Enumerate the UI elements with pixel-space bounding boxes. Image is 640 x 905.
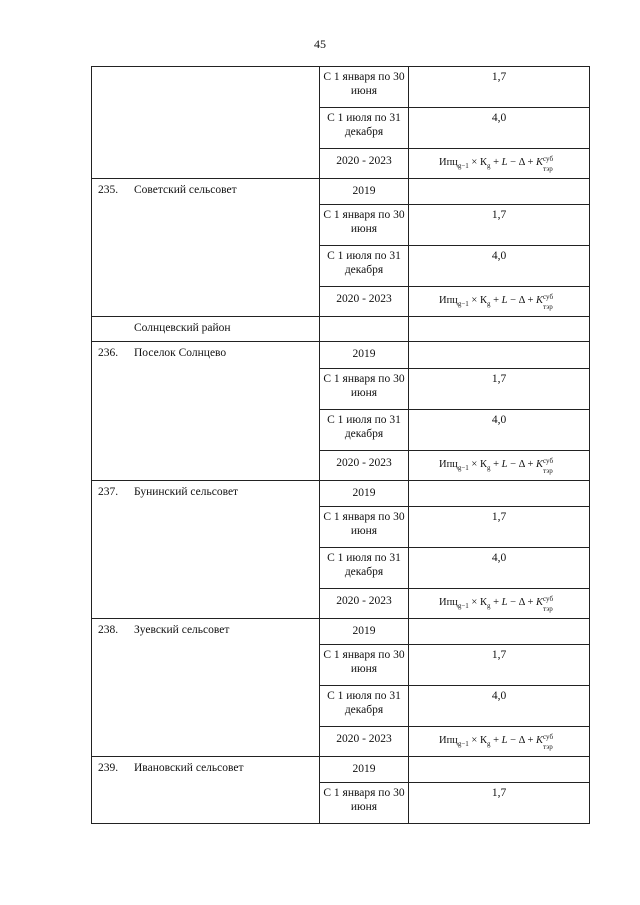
settlement-cell — [92, 481, 320, 619]
value-cell — [409, 757, 590, 783]
period-cell: 2020 - 2023 — [320, 451, 409, 481]
table-row — [92, 619, 590, 645]
value-cell: 1,7 — [409, 783, 590, 824]
period-cell: С 1 января по 30 июня — [320, 645, 409, 686]
period-cell: С 1 июля по 31 декабря — [320, 686, 409, 727]
period-cell: 2019 — [320, 757, 409, 783]
value-cell — [409, 481, 590, 507]
district-name: Солнцевский район — [134, 322, 231, 334]
table-row — [92, 757, 590, 783]
row-number: 239. — [98, 762, 119, 774]
period-cell: 2020 - 2023 — [320, 589, 409, 619]
period-cell: 2020 - 2023 — [320, 149, 409, 179]
period-cell: 2020 - 2023 — [320, 287, 409, 317]
settlement-cell — [92, 619, 320, 757]
settlement-name: Советский сельсовет — [134, 184, 237, 196]
formula-cell — [409, 727, 590, 757]
period-cell: С 1 января по 30 июня — [320, 67, 409, 108]
table-row — [92, 481, 590, 507]
formula-cell — [409, 287, 590, 317]
period-cell: С 1 января по 30 июня — [320, 783, 409, 824]
settlement-name: Зуевский сельсовет — [134, 624, 230, 636]
value-cell: 4,0 — [409, 686, 590, 727]
value-cell — [409, 179, 590, 205]
tariff-formula: $Ипц_{g-1} \times К_g + L - \Delta + K$ суб тэр — [438, 595, 553, 613]
row-number: 238. — [98, 624, 119, 636]
settlement-name: Поселок Солнцево — [134, 347, 227, 359]
formula-cell — [409, 149, 590, 179]
value-cell — [409, 619, 590, 645]
page-number: 45 — [314, 37, 326, 51]
value-cell: 1,7 — [409, 205, 590, 246]
settlement-cell — [92, 67, 320, 179]
period-cell: 2019 — [320, 179, 409, 205]
tariff-formula: $Ипц_{g-1} \times К_g + L - \Delta + K$ суб тэр — [438, 733, 553, 751]
value-cell: 1,7 — [409, 67, 590, 108]
tariff-formula: $Ипц_{g-1} \times К_g + L - \Delta + K$ суб тэр — [438, 457, 553, 475]
value-cell: 1,7 — [409, 369, 590, 410]
row-number: 237. — [98, 486, 119, 498]
table-row — [92, 317, 590, 342]
value-cell — [409, 342, 590, 369]
settlement-cell — [92, 179, 320, 317]
formula-cell — [409, 451, 590, 481]
value-cell: 4,0 — [409, 548, 590, 589]
period-cell: 2019 — [320, 342, 409, 369]
settlement-cell — [92, 757, 320, 824]
period-cell: С 1 июля по 31 декабря — [320, 108, 409, 149]
district-cell — [92, 317, 320, 342]
value-cell: 1,7 — [409, 507, 590, 548]
tariff-formula: $Ипц_{g-1} \times К_g + L - \Delta + K$ суб тэр — [438, 155, 553, 173]
table-row — [92, 342, 590, 369]
settlement-name: Бунинский сельсовет — [134, 486, 239, 498]
value-cell: 1,7 — [409, 645, 590, 686]
value-cell: 4,0 — [409, 108, 590, 149]
value-cell: 4,0 — [409, 410, 590, 451]
table-row — [92, 179, 590, 205]
period-cell: С 1 июля по 31 декабря — [320, 410, 409, 451]
period-cell: 2019 — [320, 619, 409, 645]
period-cell: 2020 - 2023 — [320, 727, 409, 757]
period-cell: С 1 июля по 31 декабря — [320, 246, 409, 287]
period-cell: С 1 июля по 31 декабря — [320, 548, 409, 589]
settlement-cell — [92, 342, 320, 481]
period-cell: 2019 — [320, 481, 409, 507]
tariff-table — [91, 66, 590, 824]
row-number: 236. — [98, 347, 119, 359]
tariff-formula: $Ипц_{g-1} \times К_g + L - \Delta + K$ суб тэр — [438, 293, 553, 311]
formula-cell — [409, 589, 590, 619]
period-cell: С 1 января по 30 июня — [320, 369, 409, 410]
period-cell: С 1 января по 30 июня — [320, 507, 409, 548]
row-number: 235. — [98, 184, 119, 196]
settlement-name: Ивановский сельсовет — [134, 762, 244, 774]
table-row — [92, 67, 590, 108]
value-cell: 4,0 — [409, 246, 590, 287]
period-cell: С 1 января по 30 июня — [320, 205, 409, 246]
